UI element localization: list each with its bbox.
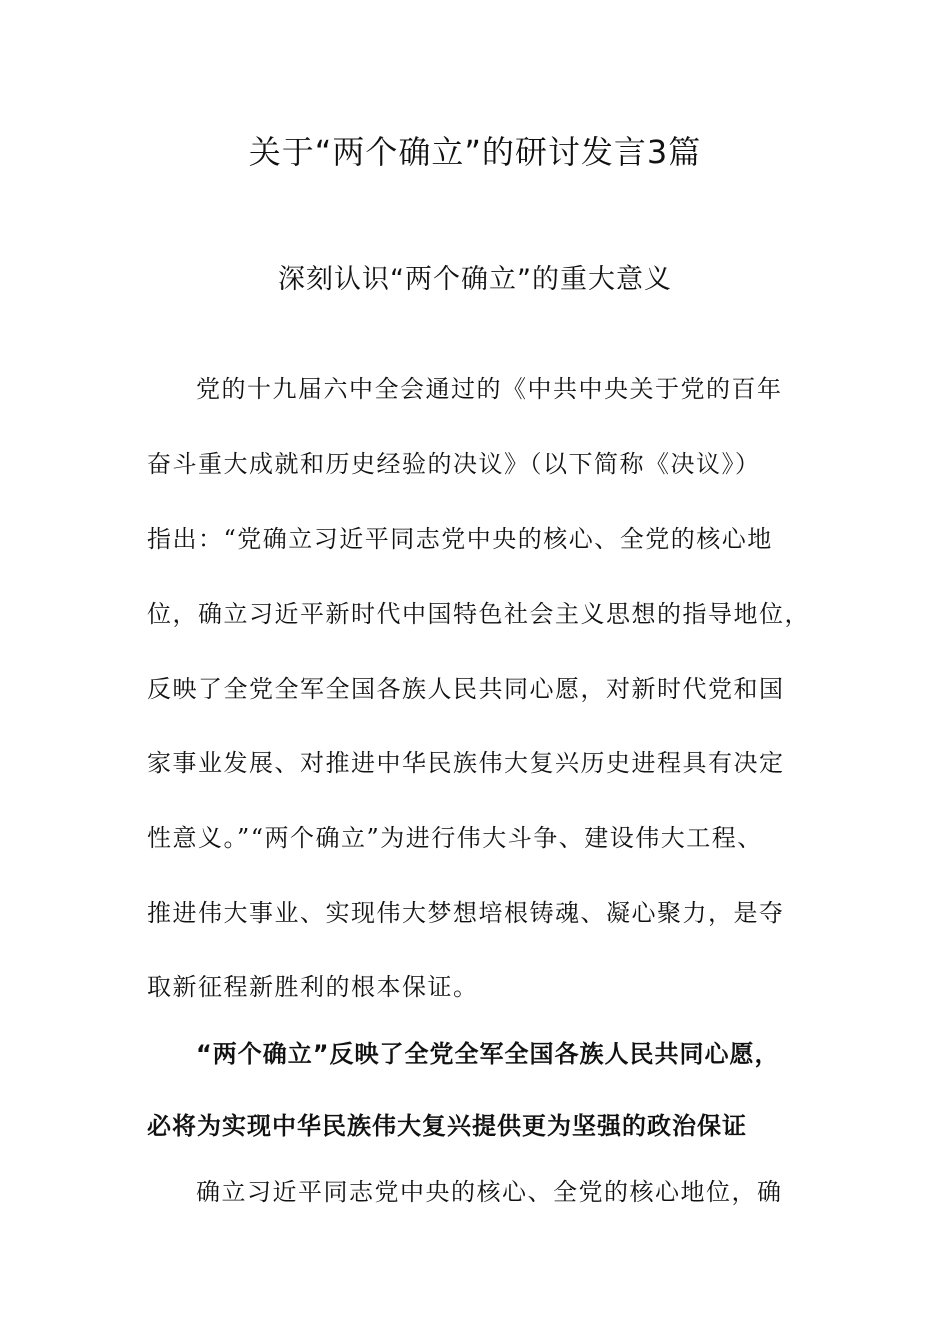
paragraph-1-line-3: 指出：“党确立习近平同志党中央的核心、全党的核心地 [147, 525, 773, 553]
paragraph-1-line-9: 取新征程新胜利的根本保证。 [147, 973, 479, 1001]
paragraph-1-line-5: 反映了全党全军全国各族人民共同心愿，对新时代党和国 [147, 675, 785, 703]
section-heading-line-2: 必将为实现中华民族伟大复兴提供更为坚强的政治保证 [147, 1112, 747, 1140]
paragraph-1-line-1: 党的十九届六中全会通过的《中共中央关于党的百年 [196, 375, 783, 403]
article-title: 深刻认识“两个确立”的重大意义 [278, 264, 672, 295]
document-title: 关于“两个确立”的研讨发言3篇 [248, 133, 702, 171]
paragraph-2-line-1: 确立习近平同志党中央的核心、全党的核心地位，确 [196, 1178, 783, 1206]
paragraph-1-line-7: 性意义。”“两个确立”为进行伟大斗争、建设伟大工程、 [147, 824, 763, 852]
paragraph-1-line-4: 位，确立习近平新时代中国特色社会主义思想的指导地位， [147, 600, 810, 628]
section-heading-line-1: “两个确立”反映了全党全军全国各族人民共同心愿， [196, 1040, 780, 1068]
paragraph-1-line-6: 家事业发展、对推进中华民族伟大复兴历史进程具有决定 [147, 749, 785, 777]
paragraph-1-line-8: 推进伟大事业、实现伟大梦想培根铸魂、凝心聚力，是夺 [147, 899, 785, 927]
paragraph-1-line-2: 奋斗重大成就和历史经验的决议》（以下简称《决议》） [147, 450, 761, 478]
